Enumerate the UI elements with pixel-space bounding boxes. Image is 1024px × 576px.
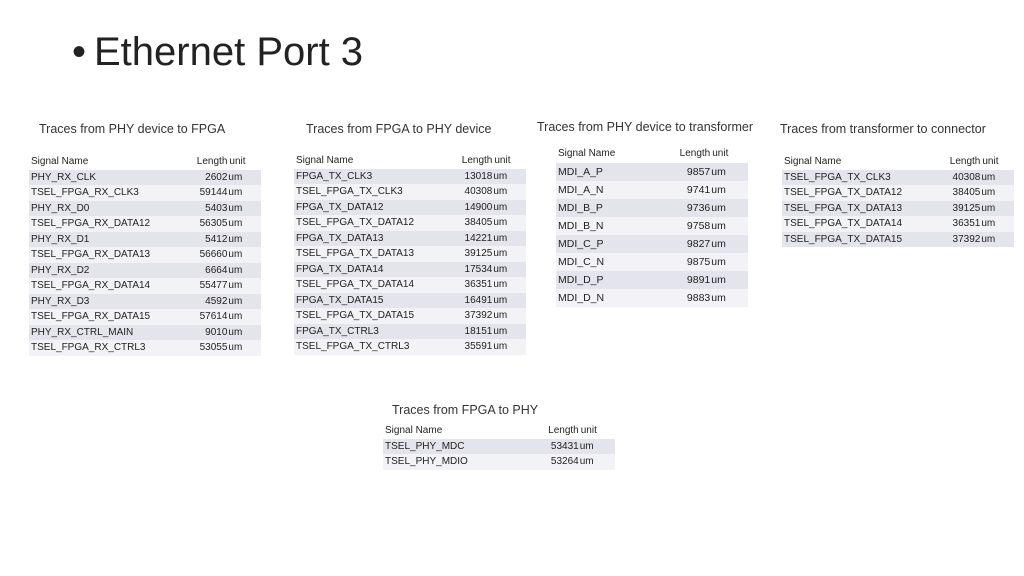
length-cell: 14900 (425, 200, 493, 216)
length-cell: 18151 (425, 324, 493, 340)
signal-name-cell: TSEL_FPGA_TX_CLK3 (782, 170, 913, 186)
table-row (556, 199, 748, 217)
table-row (29, 170, 261, 186)
length-cell: 36351 (425, 277, 493, 293)
unit-cell: um (492, 231, 526, 247)
unit-cell: um (227, 185, 261, 201)
signal-name-cell: FPGA_TX_DATA12 (294, 200, 425, 216)
unit-cell: um (980, 232, 1014, 248)
table-row (29, 309, 261, 325)
length-cell: 4592 (160, 294, 228, 310)
length-cell: 40308 (425, 184, 493, 200)
unit-cell: um (227, 170, 261, 186)
table-header-row (556, 145, 748, 163)
table-row (294, 262, 526, 278)
signal-name-cell: TSEL_FPGA_RX_DATA12 (29, 216, 160, 232)
table-row (782, 232, 1014, 248)
signal-name-cell: FPGA_TX_DATA14 (294, 262, 425, 278)
length-cell: 5403 (160, 201, 228, 217)
header-length: Length (655, 145, 710, 163)
unit-cell: um (980, 201, 1014, 217)
header-length: Length (160, 154, 228, 170)
signal-name-cell: PHY_RX_D3 (29, 294, 160, 310)
length-cell: 9883 (655, 289, 710, 307)
length-cell: 40308 (913, 170, 981, 186)
table-row (294, 277, 526, 293)
table-row (294, 293, 526, 309)
signal-name-cell: TSEL_FPGA_TX_CTRL3 (294, 339, 425, 355)
signal-name-cell: FPGA_TX_CLK3 (294, 169, 425, 185)
table-fpga-to-phy (383, 423, 615, 470)
signal-name-cell: TSEL_FPGA_RX_CLK3 (29, 185, 160, 201)
header-signal-name: Signal Name (294, 153, 425, 169)
unit-cell: um (710, 217, 748, 235)
table-row (29, 340, 261, 356)
unit-cell: um (492, 215, 526, 231)
signal-name-cell: FPGA_TX_CTRL3 (294, 324, 425, 340)
table-row (383, 454, 615, 470)
table-row (294, 169, 526, 185)
signal-name-cell: TSEL_FPGA_RX_DATA15 (29, 309, 160, 325)
table-row (29, 278, 261, 294)
unit-cell: um (980, 170, 1014, 186)
signal-name-cell: PHY_RX_CTRL_MAIN (29, 325, 160, 341)
unit-cell: um (492, 293, 526, 309)
unit-cell: um (227, 201, 261, 217)
length-cell: 2602 (160, 170, 228, 186)
signal-name-cell: TSEL_FPGA_RX_CTRL3 (29, 340, 160, 356)
header-unit: unit (492, 153, 526, 169)
signal-name-cell: TSEL_FPGA_RX_DATA13 (29, 247, 160, 263)
unit-cell: um (492, 169, 526, 185)
unit-cell: um (980, 185, 1014, 201)
table-fpga-to-phy-device (294, 153, 526, 355)
length-cell: 5412 (160, 232, 228, 248)
table-transformer-to-connector (782, 154, 1014, 247)
table-row (782, 216, 1014, 232)
table-row (294, 215, 526, 231)
signal-name-cell: TSEL_FPGA_TX_DATA12 (294, 215, 425, 231)
signal-name-cell: TSEL_FPGA_TX_DATA13 (294, 246, 425, 262)
table-phy-to-transformer (556, 145, 748, 307)
bullet-icon: • (72, 30, 87, 74)
unit-cell: um (492, 184, 526, 200)
unit-cell: um (227, 263, 261, 279)
length-cell: 38405 (425, 215, 493, 231)
unit-cell: um (710, 289, 748, 307)
signal-name-cell: MDI_C_N (556, 253, 655, 271)
signal-name-cell: MDI_D_P (556, 271, 655, 289)
header-unit: unit (710, 145, 748, 163)
table-row (294, 231, 526, 247)
signal-name-cell: TSEL_FPGA_TX_DATA13 (782, 201, 913, 217)
header-length: Length (512, 423, 578, 439)
signal-name-cell: FPGA_TX_DATA15 (294, 293, 425, 309)
unit-cell: um (710, 253, 748, 271)
unit-cell: um (492, 262, 526, 278)
length-cell: 9010 (160, 325, 228, 341)
length-cell: 53264 (512, 454, 578, 470)
table-row (294, 184, 526, 200)
signal-name-cell: TSEL_FPGA_TX_DATA14 (294, 277, 425, 293)
signal-name-cell: TSEL_FPGA_TX_DATA15 (294, 308, 425, 324)
length-cell: 9758 (655, 217, 710, 235)
length-cell: 39125 (425, 246, 493, 262)
signal-name-cell: MDI_B_P (556, 199, 655, 217)
unit-cell: um (492, 277, 526, 293)
unit-cell: um (227, 294, 261, 310)
length-cell: 17534 (425, 262, 493, 278)
table-row (556, 217, 748, 235)
header-signal-name: Signal Name (29, 154, 160, 170)
unit-cell: um (710, 163, 748, 181)
length-cell: 53431 (512, 439, 578, 455)
header-unit: unit (980, 154, 1014, 170)
unit-cell: um (492, 339, 526, 355)
table-header-row (29, 154, 261, 170)
unit-cell: um (227, 340, 261, 356)
table-row (556, 235, 748, 253)
table-row (782, 201, 1014, 217)
table-row (29, 325, 261, 341)
table-row (556, 181, 748, 199)
signal-name-cell: FPGA_TX_DATA13 (294, 231, 425, 247)
caption-phy-to-fpga: Traces from PHY device to FPGA (39, 122, 226, 136)
slide-title (72, 30, 363, 75)
table-header-row (782, 154, 1014, 170)
table-row (556, 289, 748, 307)
table-row (29, 216, 261, 232)
table-row (556, 163, 748, 181)
unit-cell: um (227, 232, 261, 248)
signal-name-cell: TSEL_PHY_MDC (383, 439, 512, 455)
table-row (29, 294, 261, 310)
table-phy-to-fpga (29, 154, 261, 356)
table-row (294, 308, 526, 324)
length-cell: 13018 (425, 169, 493, 185)
signal-name-cell: PHY_RX_D0 (29, 201, 160, 217)
header-length: Length (425, 153, 493, 169)
table-row (29, 263, 261, 279)
signal-name-cell: MDI_D_N (556, 289, 655, 307)
table-row (294, 339, 526, 355)
table-row (556, 271, 748, 289)
length-cell: 53055 (160, 340, 228, 356)
length-cell: 59144 (160, 185, 228, 201)
signal-name-cell: TSEL_FPGA_RX_DATA14 (29, 278, 160, 294)
length-cell: 9736 (655, 199, 710, 217)
length-cell: 9827 (655, 235, 710, 253)
table-row (782, 170, 1014, 186)
length-cell: 55477 (160, 278, 228, 294)
signal-name-cell: MDI_C_P (556, 235, 655, 253)
signal-name-cell: TSEL_FPGA_TX_CLK3 (294, 184, 425, 200)
unit-cell: um (227, 247, 261, 263)
unit-cell: um (579, 439, 615, 455)
length-cell: 35591 (425, 339, 493, 355)
unit-cell: um (710, 199, 748, 217)
length-cell: 57614 (160, 309, 228, 325)
unit-cell: um (579, 454, 615, 470)
table-row (294, 200, 526, 216)
length-cell: 14221 (425, 231, 493, 247)
unit-cell: um (980, 216, 1014, 232)
table-row (782, 185, 1014, 201)
table-row (556, 253, 748, 271)
caption-phy-to-transformer: Traces from PHY device to transformer (537, 120, 754, 134)
length-cell: 37392 (425, 308, 493, 324)
length-cell: 6664 (160, 263, 228, 279)
signal-name-cell: TSEL_FPGA_TX_DATA12 (782, 185, 913, 201)
unit-cell: um (227, 278, 261, 294)
length-cell: 9741 (655, 181, 710, 199)
signal-name-cell: TSEL_FPGA_TX_DATA14 (782, 216, 913, 232)
signal-name-cell: PHY_RX_CLK (29, 170, 160, 186)
unit-cell: um (227, 216, 261, 232)
table-header-row (294, 153, 526, 169)
signal-name-cell: PHY_RX_D1 (29, 232, 160, 248)
unit-cell: um (492, 308, 526, 324)
header-length: Length (913, 154, 981, 170)
header-signal-name: Signal Name (383, 423, 512, 439)
table-header-row (383, 423, 615, 439)
header-unit: unit (227, 154, 261, 170)
unit-cell: um (227, 309, 261, 325)
signal-name-cell: PHY_RX_D2 (29, 263, 160, 279)
table-row (29, 232, 261, 248)
table-row (294, 246, 526, 262)
length-cell: 9875 (655, 253, 710, 271)
signal-name-cell: MDI_A_N (556, 181, 655, 199)
length-cell: 37392 (913, 232, 981, 248)
length-cell: 9857 (655, 163, 710, 181)
length-cell: 36351 (913, 216, 981, 232)
unit-cell: um (710, 181, 748, 199)
table-row (29, 247, 261, 263)
title-text: Ethernet Port 3 (94, 30, 364, 74)
length-cell: 16491 (425, 293, 493, 309)
table-row (383, 439, 615, 455)
length-cell: 39125 (913, 201, 981, 217)
unit-cell: um (492, 200, 526, 216)
length-cell: 38405 (913, 185, 981, 201)
header-unit: unit (579, 423, 615, 439)
table-row (294, 324, 526, 340)
length-cell: 56305 (160, 216, 228, 232)
signal-name-cell: TSEL_PHY_MDIO (383, 454, 512, 470)
table-row (29, 201, 261, 217)
caption-transformer-to-connector: Traces from transformer to connector (780, 122, 986, 136)
table-row (29, 185, 261, 201)
header-signal-name: Signal Name (556, 145, 655, 163)
signal-name-cell: MDI_B_N (556, 217, 655, 235)
unit-cell: um (492, 324, 526, 340)
length-cell: 9891 (655, 271, 710, 289)
signal-name-cell: MDI_A_P (556, 163, 655, 181)
signal-name-cell: TSEL_FPGA_TX_DATA15 (782, 232, 913, 248)
unit-cell: um (227, 325, 261, 341)
unit-cell: um (710, 235, 748, 253)
length-cell: 56660 (160, 247, 228, 263)
unit-cell: um (492, 246, 526, 262)
header-signal-name: Signal Name (782, 154, 913, 170)
caption-fpga-to-phy-device: Traces from FPGA to PHY device (306, 122, 492, 136)
caption-fpga-to-phy: Traces from FPGA to PHY (392, 403, 539, 417)
unit-cell: um (710, 271, 748, 289)
